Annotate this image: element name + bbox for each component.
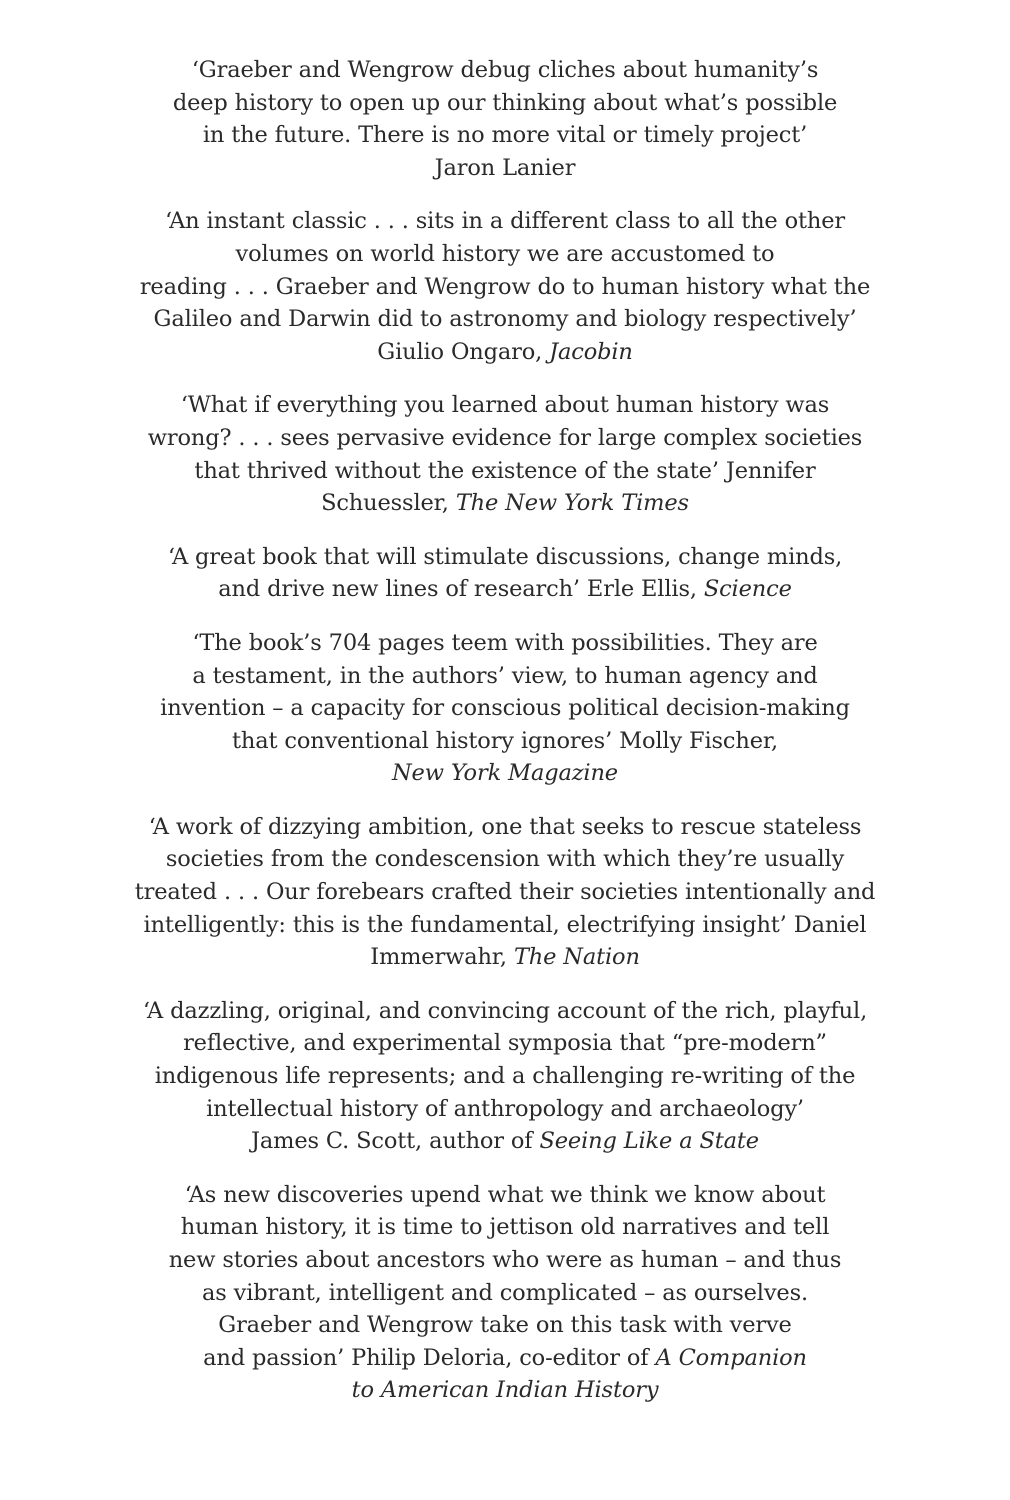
blurb-attribution: and passion’ Philip Deloria, co-editor of A Companion — [203, 1344, 807, 1371]
publication-title: A Companion — [655, 1344, 807, 1371]
publication-title: New York Magazine — [392, 760, 618, 787]
blurb-line: human history, it is time to jettison old narratives and tell — [180, 1214, 830, 1241]
blurb-line: ‘As new discoveries upend what we think we know about — [184, 1181, 826, 1208]
blurb-line: Galileo and Darwin did to astronomy and biology respectively’ — [153, 306, 857, 333]
blurb-line: Graeber and Wengrow take on this task with verve — [218, 1312, 792, 1339]
blurb-line: ‘What if everything you learned about human history was — [180, 392, 830, 419]
blurb-line: that conventional history ignores’ Molly Fischer, — [231, 727, 779, 754]
blurb-attribution: Immerwahr, The Nation — [370, 944, 640, 971]
publication-title: to American Indian History — [351, 1377, 659, 1404]
blurb-attribution: Giulio Ongaro, Jacobin — [377, 338, 633, 365]
blurb-line: societies from the condescension with which they’re usually — [165, 846, 845, 873]
blurb-attribution: Jaron Lanier — [434, 154, 576, 181]
blurb-line: a testament, in the authors’ view, to human agency and — [192, 662, 818, 689]
blurb-nation — [115, 811, 895, 974]
publication-title: The New York Times — [455, 490, 689, 517]
blurb-line: invention – a capacity for conscious political decision-making — [160, 695, 850, 722]
blurb-lanier — [115, 54, 895, 184]
blurb-attribution: Schuessler, The New York Times — [321, 490, 689, 517]
blurb-line: indigenous life represents; and a challenging re-writing of the — [154, 1063, 856, 1090]
blurb-line: new stories about ancestors who were as human – and thus — [168, 1247, 842, 1273]
blurb-line: in the future. There is no more vital or timely project’ — [202, 122, 808, 149]
publication-title: Science — [703, 576, 792, 603]
blurb-line: reflective, and experimental symposia that “pre-modern” — [183, 1030, 827, 1057]
blurb-deloria — [115, 1179, 895, 1407]
blurb-nyt — [115, 389, 895, 519]
publication-title: Jacobin — [549, 338, 633, 365]
blurb-line: ‘Graeber and Wengrow debug cliches about humanity’s — [191, 57, 819, 83]
blurb-line: as vibrant, intelligent and complicated – as ourselves. — [202, 1279, 808, 1306]
blurb-line: deep history to open up our thinking about what’s possible — [172, 89, 838, 116]
publication-title: Seeing Like a State — [539, 1128, 759, 1155]
blurb-jacobin — [115, 205, 895, 368]
blurb-line: wrong? . . . sees pervasive evidence for large complex societies — [147, 424, 863, 451]
blurb-line: ‘The book’s 704 pages teem with possibilities. They are — [192, 629, 818, 656]
blurb-scott — [115, 995, 895, 1158]
blurb-attribution — [115, 757, 895, 790]
blurb-line: that thrived without the existence of the state’ Jennifer — [194, 457, 816, 484]
blurb-attribution — [115, 1374, 895, 1407]
blurb-attribution: and drive new lines of research’ Erle Ellis, Science — [218, 576, 792, 603]
blurb-line: ‘A work of dizzying ambition, one that seeks to rescue stateless — [148, 813, 862, 840]
blurb-line: treated . . . Our forebears crafted their societies intentionally and — [134, 879, 876, 906]
blurb-ny-magazine — [115, 627, 895, 790]
praise-page — [0, 54, 1010, 1428]
blurb-line: ‘A great book that will stimulate discussions, change minds, — [167, 543, 843, 570]
publication-title: The Nation — [513, 944, 640, 971]
blurb-attribution: James C. Scott, author of Seeing Like a State — [251, 1128, 759, 1155]
blurb-line: ‘A dazzling, original, and convincing account of the rich, playful, — [142, 997, 868, 1024]
blurb-line: ‘An instant classic . . . sits in a different class to all the other — [164, 208, 845, 235]
blurb-line: volumes on world history we are accustomed to — [235, 240, 775, 267]
blurb-science — [115, 541, 895, 606]
blurb-line: intellectual history of anthropology and archaeology’ — [206, 1095, 804, 1122]
blurb-line: intelligently: this is the fundamental, electrifying insight’ Daniel — [143, 911, 867, 938]
blurb-line: reading . . . Graeber and Wengrow do to human history what the — [139, 273, 871, 300]
